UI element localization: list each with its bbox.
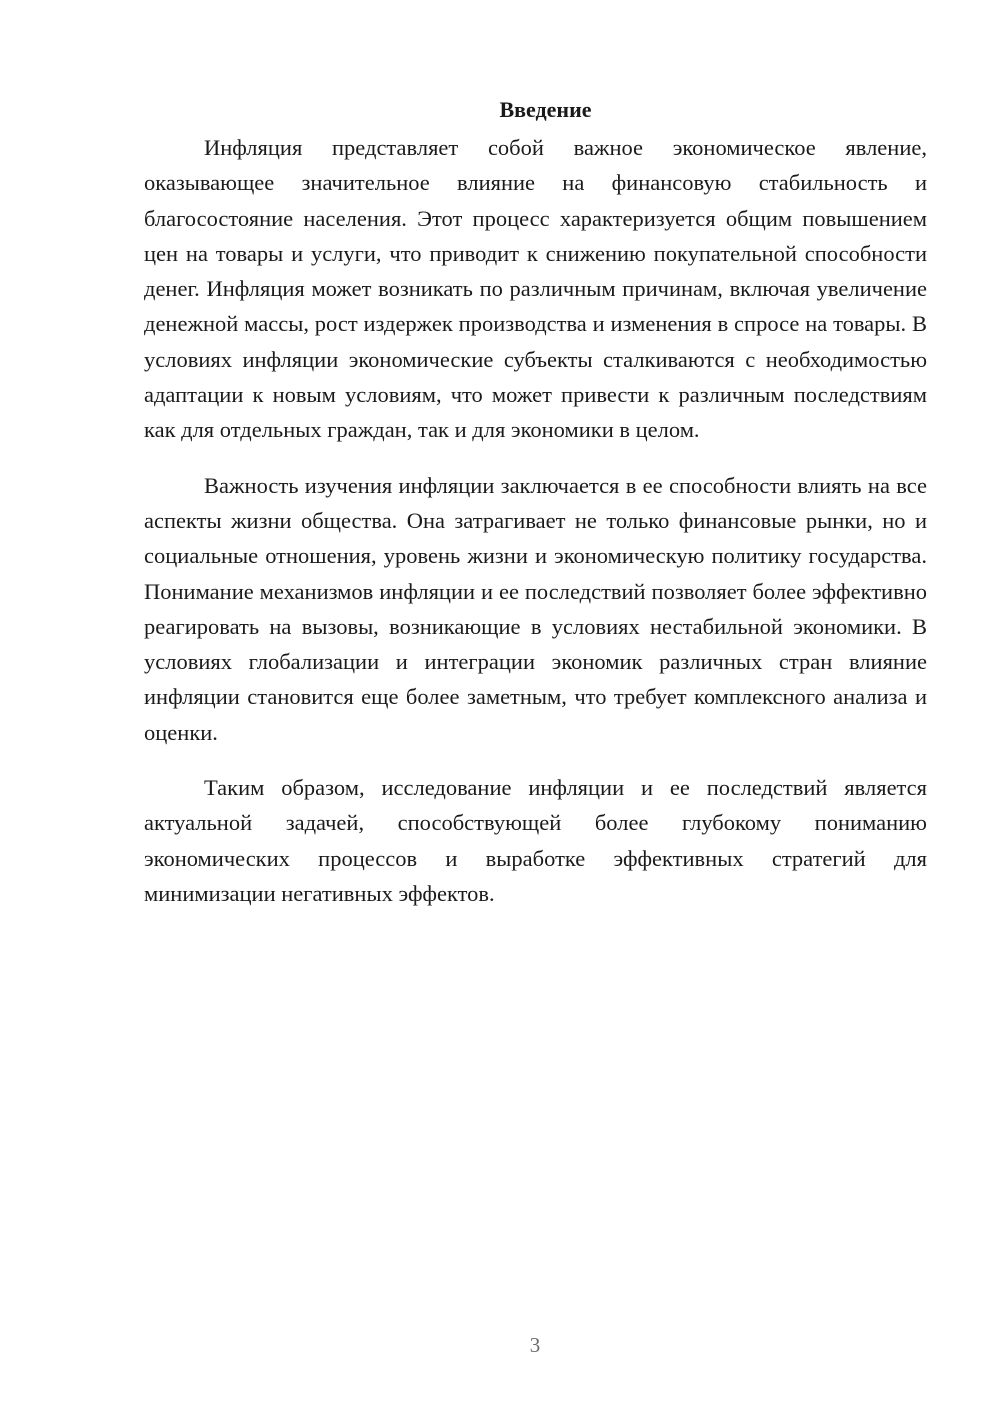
page-content [144, 92, 927, 931]
paragraph-3: Таким образом, исследование инфляции и ее последствий является актуальной задачей, способствующей более глубокому пониманию экономических процессов и выработке эффективных стратегий для минимизации негативных эффектов. [144, 775, 927, 906]
paragraph-2: Важность изучения инфляции заключается в ее способности влиять на все аспекты жизни общества. Она затрагивает не только финансовые рынки, но и социальные отношения, уровень жизни и экономическую политику государства. Понимание механизмов инфляции и ее последствий позволяет более эффективно реагировать на вызовы, возникающие в условиях нестабильной экономики. В условиях глобализации и интеграции экономик различных стран влияние инфляции становится еще более заметным, что требует комплексного анализа и оценки. [144, 472, 927, 745]
section-title: Введение [499, 97, 592, 122]
page-number: 3 [529, 1333, 541, 1357]
paragraph-1: Инфляция представляет собой важное экономическое явление, оказывающее значительное влияние на финансовую стабильность и благосостояние населения. Этот процесс характеризуется общим повышением цен на товары и услуги, что приводит к снижению покупательной способности денег. Инфляция может возникать по различным причинам, включая увеличение денежной массы, рост издержек производства и изменения в спросе на товары. В условиях инфляции экономические субъекты сталкиваются с необходимостью адаптации к новым условиям, что может привести к различным последствиям как для отдельных граждан, так и для экономики в целом. [144, 135, 927, 443]
